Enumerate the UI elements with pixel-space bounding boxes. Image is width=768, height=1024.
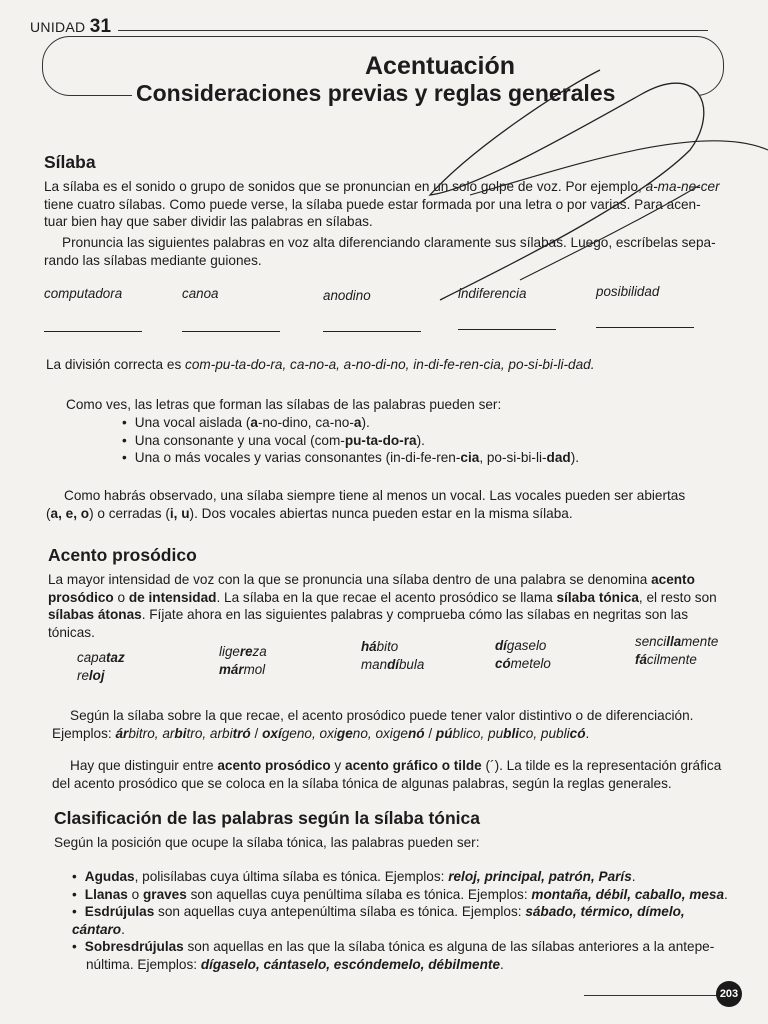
silaba-p1-c: tuar bien hay que saber dividir las palabras en sílabas. xyxy=(44,214,373,229)
word-part: bito xyxy=(376,639,399,654)
letters-intro: Como ves, las letras que forman las sílabas de las palabras pueden ser: xyxy=(66,397,502,412)
word-part: za xyxy=(252,644,267,659)
ex-end: . xyxy=(585,725,590,741)
tonic-syllable: lla xyxy=(666,634,682,649)
ex-bold: có xyxy=(569,725,586,741)
word-part: bula xyxy=(398,657,425,672)
class-text: son aquellas cuya antepenúltima sílaba es tónica. Ejemplos: xyxy=(154,904,526,919)
tonic-syllable: taz xyxy=(106,650,125,665)
tonic-word xyxy=(219,644,267,659)
class-term: graves xyxy=(142,886,187,902)
silaba-paragraph-1 xyxy=(44,178,734,231)
class-term: Esdrújulas xyxy=(84,904,155,919)
class-term: Sobresdrújulas xyxy=(84,939,184,954)
acento-bold: de intensidad xyxy=(128,589,217,605)
bullet-bold: a xyxy=(250,415,258,430)
tonic-word xyxy=(635,634,718,649)
ex-bold: tró xyxy=(232,725,251,741)
bullet-bold: pu-ta-do-ra xyxy=(344,432,417,448)
ex-bold: bli xyxy=(503,725,519,741)
section-heading-acento: Acento prosódico xyxy=(48,545,197,565)
class-text: núltima. Ejemplos: xyxy=(86,956,201,972)
list-item xyxy=(72,886,732,904)
acento-text: , el resto son xyxy=(638,589,717,605)
silaba-p2-b: rando las sílabas mediante guiones. xyxy=(44,252,262,268)
list-item xyxy=(122,449,579,467)
closed-vowels: i, u xyxy=(169,505,190,521)
answer-blank[interactable] xyxy=(596,327,694,328)
tonic-syllable: re xyxy=(239,644,253,659)
exercise-word: computadora xyxy=(44,286,123,301)
ex-bold: ár xyxy=(115,725,129,741)
bullet-text: , po-si-bi-li- xyxy=(479,450,547,465)
class-end: . xyxy=(631,869,636,884)
ex-sep: / xyxy=(424,725,436,741)
silaba-p1-a: La sílaba es el sonido o grupo de sonidos que se pronuncian en un solo golpe de voz. Por ejemplo, xyxy=(44,179,646,194)
tonic-syllable: már xyxy=(219,662,244,677)
word-part: cilmente xyxy=(646,652,697,667)
bullet-text: ). xyxy=(416,432,425,448)
answer-blank[interactable] xyxy=(458,329,556,330)
acento-bold: sílabas átonas xyxy=(48,607,142,622)
class-examples: montaña, débil, caballo, mesa xyxy=(531,886,725,902)
bullet-text: Una vocal aislada ( xyxy=(134,415,251,430)
ex-bold: bi xyxy=(174,725,187,741)
ex-text: tro, arbi xyxy=(186,725,233,741)
tilde-text: del acento prosódico que se coloca en la sílaba tónica de algunas palabras, según la reglas generales. xyxy=(52,775,672,791)
distinctive-line: Según la sílaba sobre la que recae, el acento prosódico puede tener valor distintivo o de diferenciación. xyxy=(70,708,694,723)
tilde-text: y xyxy=(330,758,346,773)
tilde-paragraph xyxy=(52,757,742,792)
classification-list xyxy=(72,868,732,973)
silaba-p1-b: tiene cuatro sílabas. Como puede verse, la sílaba puede estar formada por una letra o por varias. Para acen- xyxy=(44,196,701,212)
footer-rule xyxy=(584,995,718,996)
header-rule xyxy=(118,30,708,31)
tilde-bold: acento gráfico o tilde xyxy=(345,758,482,773)
vowels-paragraph xyxy=(46,487,736,522)
ex-bold: pú xyxy=(435,725,453,741)
acento-text: o xyxy=(113,589,129,605)
tilde-text: Hay que distinguir entre xyxy=(70,758,218,773)
bullet-text: ). xyxy=(570,450,580,465)
class-term: Agudas xyxy=(84,869,135,884)
class-text: son aquellas cuya penúltima sílaba es tónica. Ejemplos: xyxy=(186,886,532,902)
answer-blank[interactable] xyxy=(44,331,142,332)
tonic-word xyxy=(635,652,697,667)
clasificacion-intro: Según la posición que ocupe la sílaba tónica, las palabras pueden ser: xyxy=(54,835,480,850)
acento-text: . La sílaba en la que recae el acento prosódico se llama xyxy=(216,589,557,605)
silaba-p1-example: a-ma-ne-cer xyxy=(645,179,720,194)
tilde-bold: acento prosódico xyxy=(217,758,331,773)
section-heading-clasificacion: Clasificación de las palabras según la sílaba tónica xyxy=(54,808,480,828)
class-text: o xyxy=(127,886,143,902)
unit-label xyxy=(30,16,111,38)
exercise-word: posibilidad xyxy=(596,284,660,299)
acento-text: La mayor intensidad de voz con la que se pronuncia una sílaba dentro de una palabra se denomina xyxy=(48,572,652,587)
class-end: . xyxy=(121,921,125,937)
class-text: son aquellas en las que la sílaba tónica es alguna de las sílabas anteriores a la antepe- xyxy=(183,939,715,954)
tonic-syllable: loj xyxy=(88,668,105,683)
acento-bold: sílaba tónica xyxy=(556,589,639,605)
acento-bold: acento xyxy=(651,572,695,587)
acento-text: . Fíjate ahora en las siguientes palabras y comprueba cómo las sílabas en negritas son las tónicas. xyxy=(48,607,689,640)
word-part: re xyxy=(77,668,89,683)
bullet-bold: a xyxy=(353,415,362,430)
silaba-p2-a: Pronuncia las siguientes palabras en voz alta diferenciando claramente sus sílabas. Luego, escríbelas sepa- xyxy=(62,235,716,250)
open-vowels: a, e, o xyxy=(50,505,90,521)
tonic-syllable: fá xyxy=(635,652,647,667)
tonic-word xyxy=(495,656,551,671)
division-answer xyxy=(46,356,746,374)
ex-text: blico, pu xyxy=(452,725,504,741)
list-item xyxy=(122,432,579,450)
bullet-text: -no-dino, ca-no- xyxy=(257,415,354,430)
vowels-text: ) o cerradas ( xyxy=(89,505,170,521)
section-heading-silaba: Sílaba xyxy=(44,152,96,172)
bullet-bold: cia xyxy=(460,450,480,465)
class-examples: sábado, térmico, dímelo, cántaro xyxy=(72,904,685,937)
division-label: La división correcta es xyxy=(46,357,186,372)
ex-text: co, publi xyxy=(519,725,570,741)
tonic-word xyxy=(77,668,105,683)
bullet-text: ). xyxy=(361,415,370,430)
class-text: , polisílabas cuya última sílaba es tónica. Ejemplos: xyxy=(134,869,449,884)
class-term: Llanas xyxy=(84,886,128,902)
syllable-types-list xyxy=(122,414,579,467)
tonic-word xyxy=(361,657,424,672)
acento-paragraph xyxy=(48,571,738,641)
word-part: lige xyxy=(219,644,240,659)
tonic-word xyxy=(495,638,546,653)
bullet-text: Una o más vocales y varias consonantes (in-di-fe-ren- xyxy=(134,450,461,465)
page-subtitle: Consideraciones previas y reglas generales xyxy=(132,80,700,107)
list-item xyxy=(72,938,732,973)
ex-bold: nó xyxy=(407,725,425,741)
word-part: mente xyxy=(681,634,719,649)
page-number: 203 xyxy=(716,981,742,1007)
distinctive-paragraph xyxy=(52,707,742,742)
tonic-word xyxy=(77,650,125,665)
tonic-syllable: có xyxy=(495,656,511,671)
unit-label-text: UNIDAD xyxy=(30,19,86,35)
word-part: gaselo xyxy=(506,638,547,653)
vowels-text: ( xyxy=(46,505,51,521)
ex-text: no, oxige xyxy=(352,725,408,741)
ex-text: bitro, ar xyxy=(128,725,175,741)
class-examples: reloj, principal, patrón, París xyxy=(448,869,632,884)
answer-blank[interactable] xyxy=(323,331,421,332)
tonic-word xyxy=(361,639,398,654)
ex-bold: ge xyxy=(336,725,353,741)
tonic-word xyxy=(219,662,265,677)
exercise-word: indiferencia xyxy=(458,286,527,301)
unit-number: 31 xyxy=(89,16,112,37)
class-end: . xyxy=(500,956,504,972)
vowels-line-1: Como habrás observado, una sílaba siempre tiene al menos un vocal. Las vocales pueden ser abiertas xyxy=(64,488,686,503)
list-item xyxy=(122,414,579,432)
examples-label: Ejemplos: xyxy=(52,725,116,741)
answer-blank[interactable] xyxy=(182,331,280,332)
exercise-word: canoa xyxy=(182,286,219,301)
word-part: senci xyxy=(635,634,667,649)
vowels-text: ). Dos vocales abiertas nunca pueden estar en la misma sílaba. xyxy=(189,505,573,521)
tilde-text: (´). La tilde es la representación gráfica xyxy=(481,758,722,773)
ex-sep: / xyxy=(250,725,263,741)
acento-bold: prosódico xyxy=(48,589,114,605)
word-part: mol xyxy=(243,662,266,677)
page-title: Acentuación xyxy=(364,52,516,80)
list-item xyxy=(72,868,732,886)
bullet-text: Una consonante y una vocal (com- xyxy=(134,432,345,448)
class-end: . xyxy=(724,886,728,902)
tonic-syllable: dí xyxy=(495,638,507,653)
tonic-syllable: há xyxy=(361,639,377,654)
word-part: man xyxy=(361,657,388,672)
word-part: capa xyxy=(77,650,107,665)
silaba-paragraph-2 xyxy=(44,234,734,269)
ex-text: geno, oxi xyxy=(281,725,337,741)
exercise-word: anodino xyxy=(323,288,371,303)
ex-bold: oxí xyxy=(262,725,282,741)
bullet-bold: dad xyxy=(546,450,571,465)
list-item xyxy=(72,903,732,938)
division-value: com-pu-ta-do-ra, ca-no-a, a-no-di-no, in-di-fe-ren-cia, po-si-bi-li-dad. xyxy=(185,357,595,372)
tonic-syllable: dí xyxy=(387,657,399,672)
word-part: metelo xyxy=(510,656,551,671)
class-examples: dígaselo, cántaselo, escóndemelo, débilmente xyxy=(200,956,500,972)
